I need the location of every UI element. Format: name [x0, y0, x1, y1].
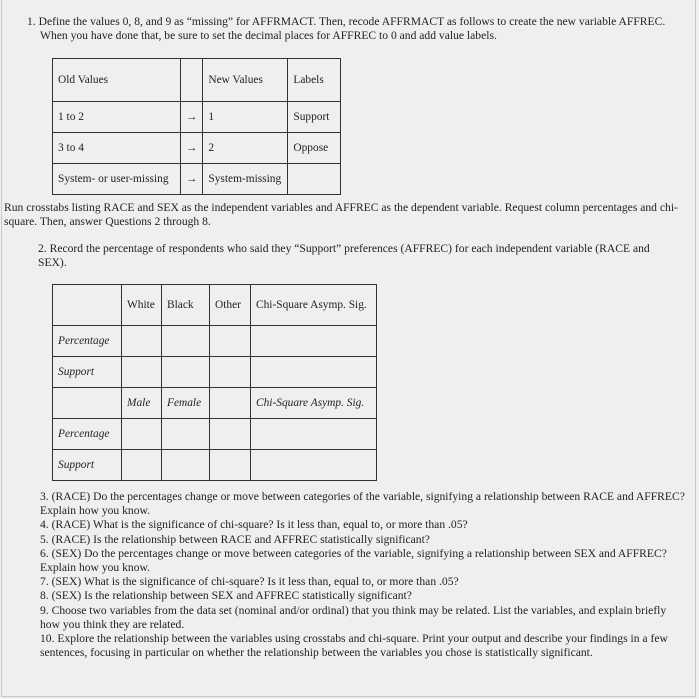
blank-cell — [122, 419, 162, 450]
row-label-support: Support — [53, 450, 122, 481]
recode-table — [52, 58, 341, 195]
support-row — [53, 450, 377, 481]
recode-header-row — [53, 59, 341, 102]
percentage-row — [53, 326, 377, 357]
blank-cell — [162, 326, 210, 357]
blank-cell — [251, 326, 377, 357]
question-10: 10. Explore the relationship between the variables using crosstabs and chi-square. Print your output and describe your findings in a few sentences, focusing in particular on whether the relationship between the variables you chose is statistically significant. — [40, 632, 668, 660]
row-label-support: Support — [53, 357, 122, 388]
blank-cell — [162, 357, 210, 388]
header-old-values: Old Values — [53, 59, 181, 102]
header-other: Other — [210, 285, 251, 326]
header-labels: Labels — [288, 59, 341, 102]
question-7: 7. (SEX) What is the significance of chi-square? Is it less than, equal to, or more than .05? — [40, 575, 459, 589]
question-list — [40, 490, 688, 660]
percentage-table — [52, 284, 377, 481]
header-black: Black — [162, 285, 210, 326]
blank-cell — [162, 450, 210, 481]
old-value-cell: 3 to 4 — [53, 133, 181, 164]
recode-row — [53, 133, 341, 164]
question-1 — [27, 15, 689, 43]
blank-cell — [122, 326, 162, 357]
header-chi-square-sex: Chi-Square Asymp. Sig. — [251, 388, 377, 419]
percentage-row — [53, 419, 377, 450]
blank-cell — [251, 450, 377, 481]
label-cell: Oppose — [288, 133, 341, 164]
question-2: 2. Record the percentage of respondents who said they “Support” preferences (AFFREC) for each independent variable (RACE and SEX). — [38, 242, 650, 270]
question-1-line-1: 1. Define the values 0, 8, and 9 as “missing” for AFFRMACT. Then, recode AFFRMACT as follows to create the new variable AFFREC. — [27, 15, 666, 28]
question-9: 9. Choose two variables from the data set (nominal and/or ordinal) that you think may be related. List the variables, and explain briefly how you think they are related. — [40, 603, 667, 631]
header-white: White — [122, 285, 162, 326]
label-cell: Support — [288, 102, 341, 133]
new-value-cell: 1 — [203, 102, 288, 133]
new-value-cell: System-missing — [203, 164, 288, 195]
recode-row — [53, 164, 341, 195]
question-5: 5. (RACE) Is the relationship between RACE and AFFREC statistically significant? — [40, 532, 430, 546]
question-1-line-2: When you have done that, be sure to set the decimal places for AFFREC to 0 and add value labels. — [40, 29, 497, 43]
blank-cell — [210, 450, 251, 481]
race-header-row — [53, 285, 377, 326]
blank-cell — [53, 388, 122, 419]
question-6: 6. (SEX) Do the percentages change or move between categories of the variable, signifying a relationship between SEX and AFFREC? Explain how you know. — [40, 546, 667, 575]
blank-cell — [210, 419, 251, 450]
blank-cell — [210, 388, 251, 419]
old-value-cell: System- or user-missing — [53, 164, 181, 195]
label-cell — [288, 164, 341, 195]
header-arrow-blank — [181, 59, 203, 102]
question-3: 3. (RACE) Do the percentages change or move between categories of the variable, signifying a relationship between RACE and AFFREC? Explain how you know. — [40, 490, 685, 518]
question-4: 4. (RACE) What is the significance of chi-square? Is it less than, equal to, or more than .05? — [40, 518, 468, 532]
blank-cell — [162, 419, 210, 450]
blank-cell — [122, 357, 162, 388]
row-label-percentage: Percentage — [53, 419, 122, 450]
old-value-cell: 1 to 2 — [53, 102, 181, 133]
sex-header-row — [53, 388, 377, 419]
header-chi-square: Chi-Square Asymp. Sig. — [251, 285, 377, 326]
blank-cell — [53, 285, 122, 326]
blank-cell — [210, 326, 251, 357]
arrow-icon: → — [181, 102, 203, 133]
blank-cell — [122, 450, 162, 481]
row-label-percentage: Percentage — [53, 326, 122, 357]
blank-cell — [251, 419, 377, 450]
blank-cell — [210, 357, 251, 388]
header-new-values: New Values — [203, 59, 288, 102]
question-8: 8. (SEX) Is the relationship between SEX and AFFREC statistically significant? — [40, 589, 412, 603]
arrow-icon: → — [181, 133, 203, 164]
blank-cell — [251, 357, 377, 388]
arrow-icon: → — [181, 164, 203, 195]
support-row — [53, 357, 377, 388]
header-female: Female — [162, 388, 210, 419]
recode-row — [53, 102, 341, 133]
crosstabs-instructions: Run crosstabs listing RACE and SEX as the independent variables and AFFREC as the dependent variable. Request column percentages and chi-square. Then, answer Questions 2 through 8. — [4, 201, 678, 229]
header-male: Male — [122, 388, 162, 419]
new-value-cell: 2 — [203, 133, 288, 164]
